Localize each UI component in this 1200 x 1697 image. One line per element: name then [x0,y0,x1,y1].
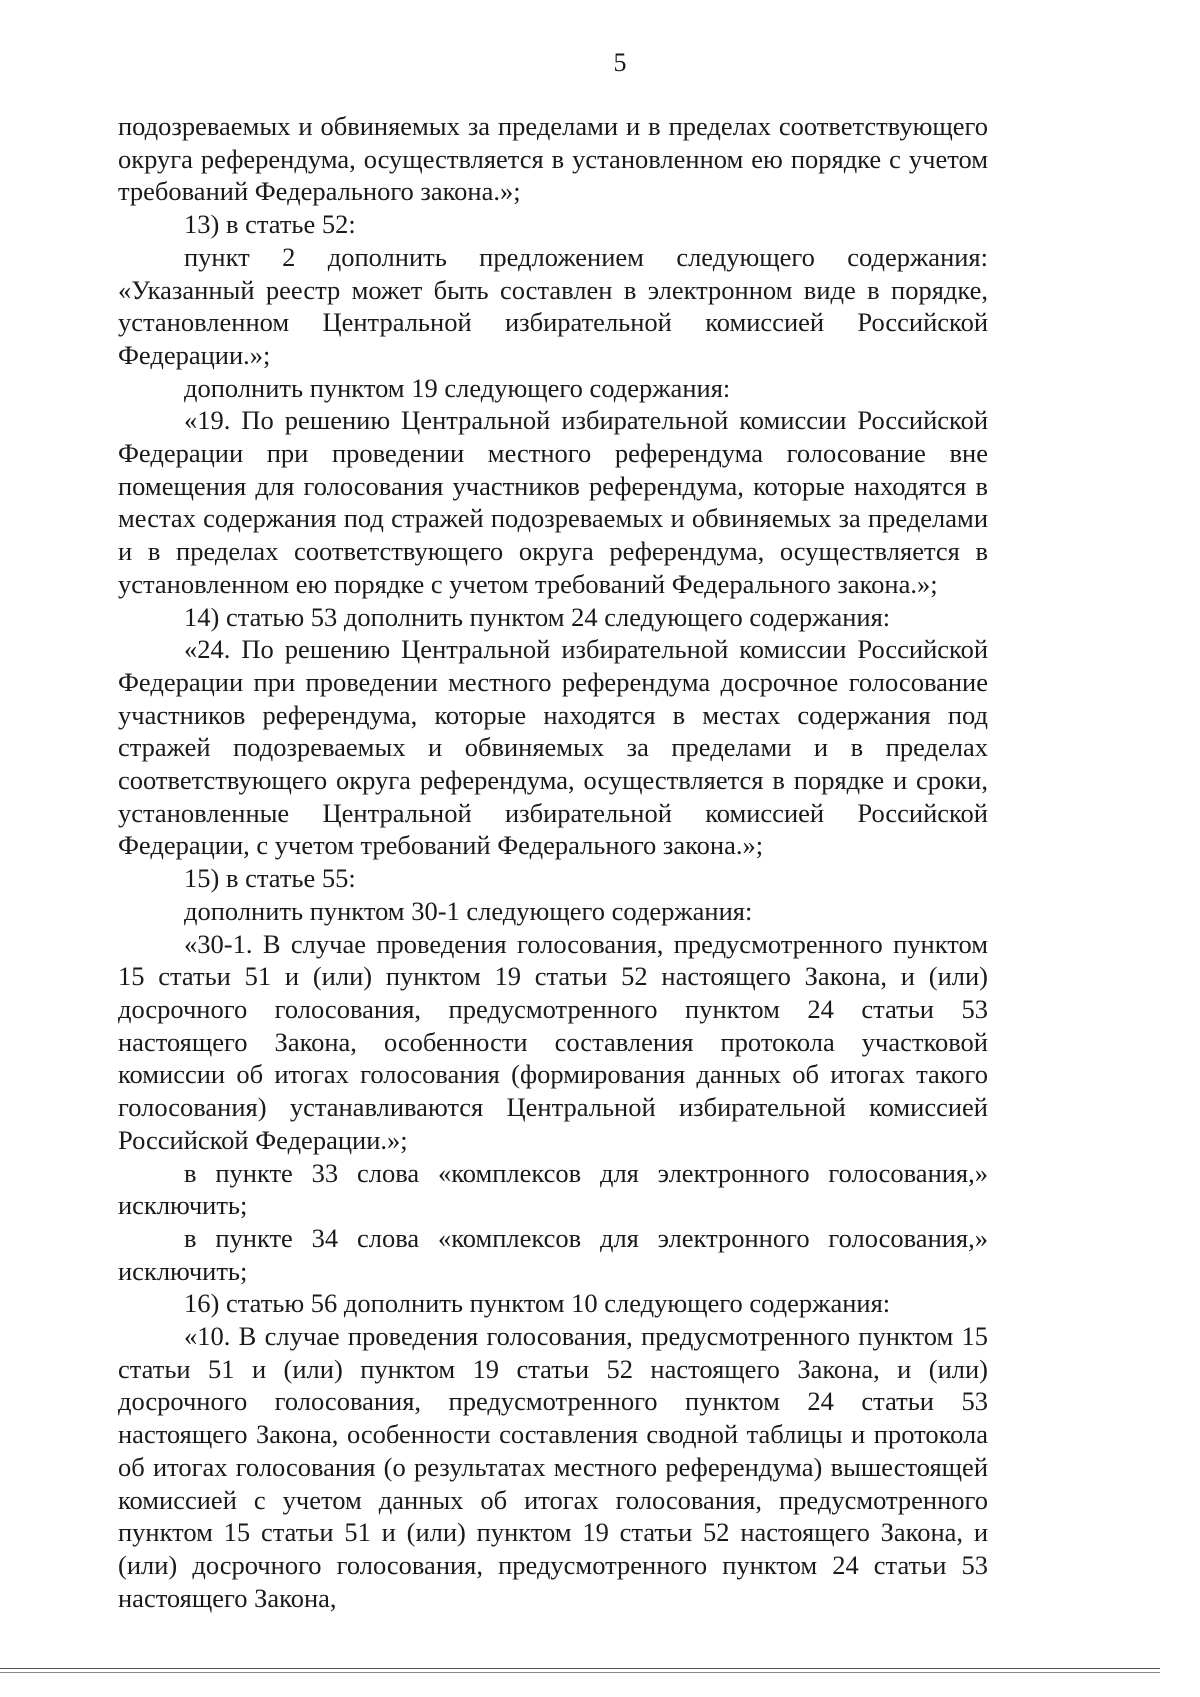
paragraph-add-point-30-1: дополнить пунктом 30-1 следующего содержания: [184,895,753,926]
paragraph-continuation: подозреваемых и обвиняемых за пределами и в пределах соответствующего округа референдума, осуществляется в установленном ею порядке с учетом требований Федерального закона.»; [118,111,988,207]
paragraph-point-19-text: «19. По решению Центральной избирательной комиссии Российской Федерации при проведении местного референдума голосование вне помещения для голосования участников референдума, которые находятся в местах содержания под стражей подозреваемых и обвиняемых за пределами и в пределах соответствующего округа референдума, осуществляется в установленном ею порядке с учетом требований Федерального закона.»; [118,405,988,599]
paragraph-point-24-text: «24. По решению Центральной избирательной комиссии Российской Федерации при проведении местного референдума досрочное голосование участников референдума, которые находятся в местах содержания под стражей подозреваемых и обвиняемых за пределами и в пределах соответствующего округа референдума, осуществляется в порядке и сроки, установленные Центральной избирательной комиссией Российской Федерации, с учетом требований Федерального закона.»; [118,634,988,861]
paragraph-item-14: 14) статью 53 дополнить пунктом 24 следующего содержания: [184,601,891,632]
paragraph-item-16: 16) статью 56 дополнить пунктом 10 следующего содержания: [184,1288,891,1319]
paragraph-point-30-1-text: «30-1. В случае проведения голосования, предусмотренного пунктом 15 статьи 51 и (или) пунктом 19 статьи 52 настоящего Закона, и (или) досрочного голосования, предусмотренного пунктом 24 статьи 53 настоящего Закона, особенности составления протокола участковой комиссии об итогах голосования (формирования данных об итогах такого голосования) устанавливаются Центральной избирательной комиссией Российской Федерации.»; [118,928,988,1155]
paragraph-add-point-19: дополнить пунктом 19 следующего содержания: [184,372,731,403]
page-bottom-edge [0,1668,1160,1669]
page-number: 5 [613,48,627,77]
paragraph-point-33: в пункте 33 слова «комплексов для электронного голосования,» исключить; [118,1157,988,1221]
paragraph-item-15: 15) в статье 55: [184,863,356,894]
paragraph-point-10-text: «10. В случае проведения голосования, предусмотренного пунктом 15 статьи 51 и (или) пунктом 19 статьи 52 настоящего Закона, и (или) досрочного голосования, предусмотренного пунктом 24 статьи 53 настоящего Закона, особенности составления сводной таблицы и протокола об итогах голосования (о результатах местного референдума) вышестоящей комиссией с учетом данных об итогах голосования, предусмотренного пунктом 15 статьи 51 и (или) пунктом 19 статьи 52 настоящего Закона, и (или) досрочного голосования, предусмотренного пунктом 24 статьи 53 настоящего Закона, [118,1321,988,1613]
paragraph-point-34: в пункте 34 слова «комплексов для электронного голосования,» исключить; [118,1222,988,1286]
paragraph-point-2: пункт 2 дополнить предложением следующего содержания: «Указанный реестр может быть составлен в электронном виде в порядке, установленном Центральной избирательной комиссией Российской Федерации.»; [118,241,988,370]
document-body [118,110,988,1614]
page-bottom-edge-shadow [0,1672,1160,1673]
paragraph-item-13: 13) в статье 52: [184,209,356,240]
